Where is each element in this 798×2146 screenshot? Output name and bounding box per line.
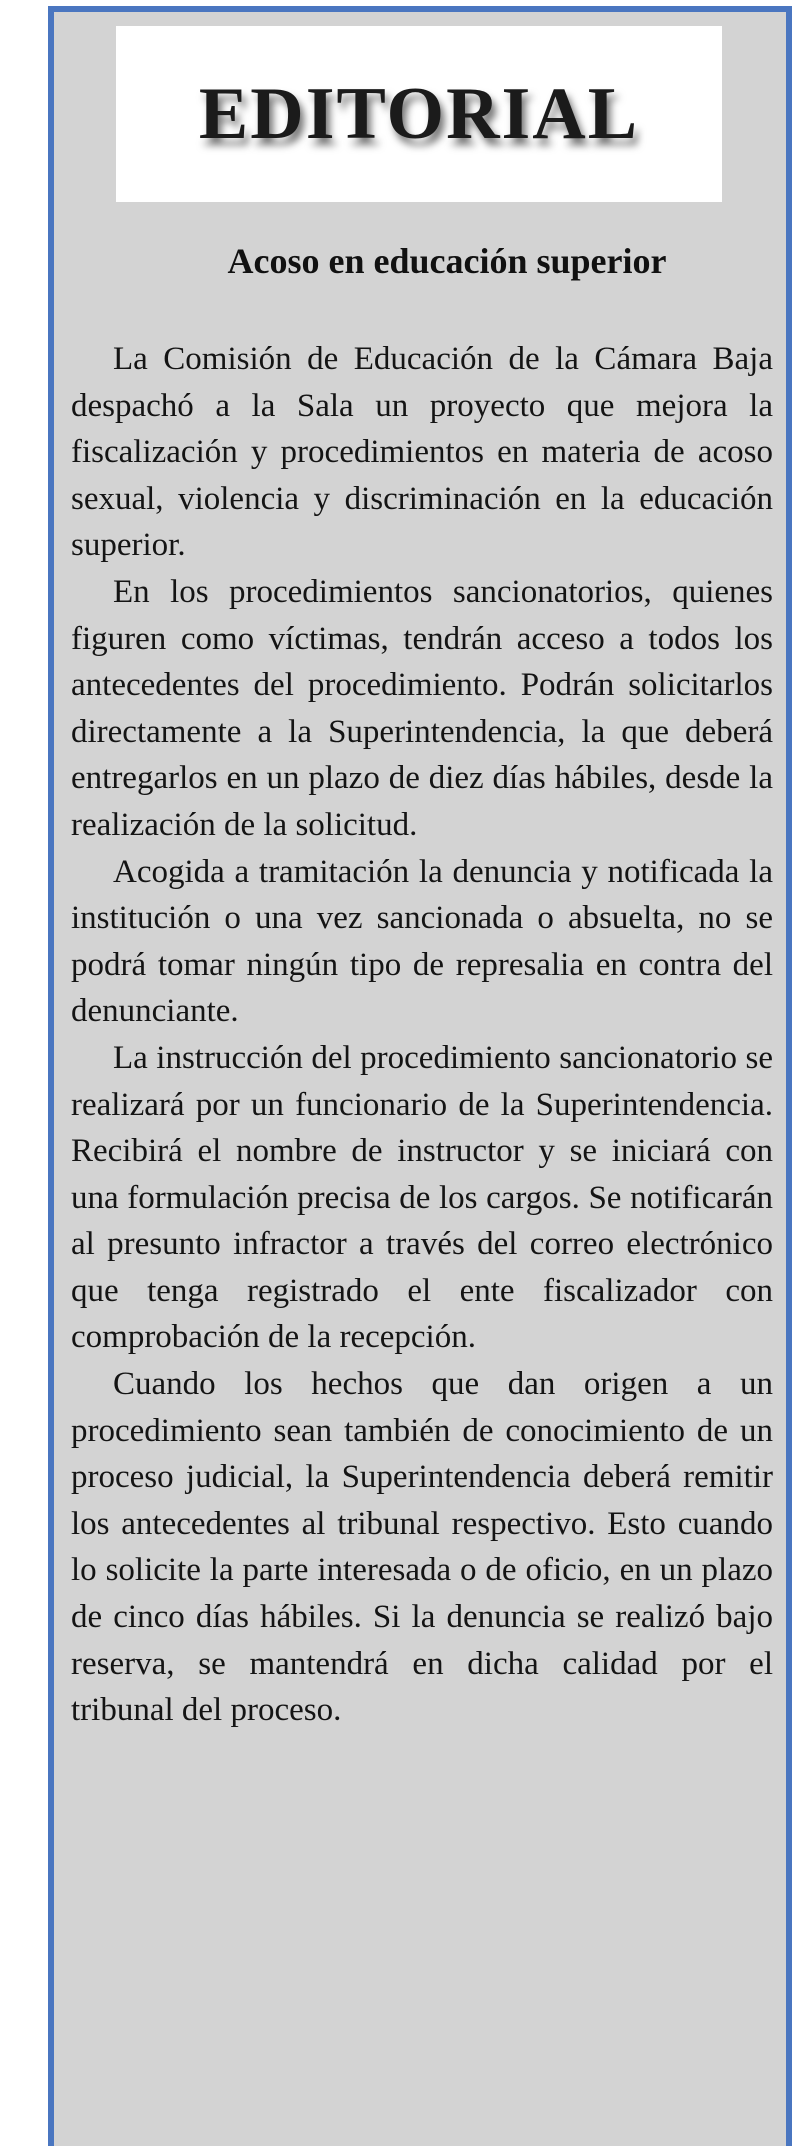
editorial-panel — [48, 6, 792, 2146]
section-title: EDITORIAL — [198, 72, 640, 155]
paragraph: Cuando los hechos que dan origen a un procedimiento sean también de conocimiento de un proceso judicial, la Superintendencia deberá remitir los antecedentes al tribunal respectivo. Esto cuando lo solicite la parte interesada o de oficio, en un plazo de cinco días hábiles. Si la denuncia se realizó bajo reserva, se mantendrá en dicha calidad por el tribunal del proceso. — [71, 1366, 773, 1729]
paragraph: La Comisión de Educación de la Cámara Baja despachó a la Sala un proyecto que mejora la fiscalización y procedimientos en materia de acoso sexual, violencia y discriminación en la educación superior. — [71, 341, 773, 564]
paragraph: En los procedimientos sancionatorios, quienes figuren como víctimas, tendrán acceso a todos los antecedentes del procedimiento. Podrán solicitarlos directamente a la Superintendencia, la que deberá entregarlos en un plazo de diez días hábiles, desde la realización de la solicitud. — [71, 573, 773, 843]
paragraph: Acogida a tramitación la denuncia y notificada la institución o una vez sancionada o absuelta, no se podrá tomar ningún tipo de represalia en contra del denunciante. — [71, 853, 773, 1030]
paragraph: La instrucción del procedimiento sancionatorio se realizará por un funcionario de la Superintendencia. Recibirá el nombre de instructor y se iniciará con una formulación precisa de los cargos. Se notificarán al presunto infractor a través del correo electrónico que tenga registrado el ente fiscalizador con comprobación de la recepción. — [71, 1039, 773, 1356]
article-body — [71, 336, 773, 1734]
article-headline: Acoso en educación superior — [227, 241, 667, 281]
masthead-box — [116, 26, 722, 202]
